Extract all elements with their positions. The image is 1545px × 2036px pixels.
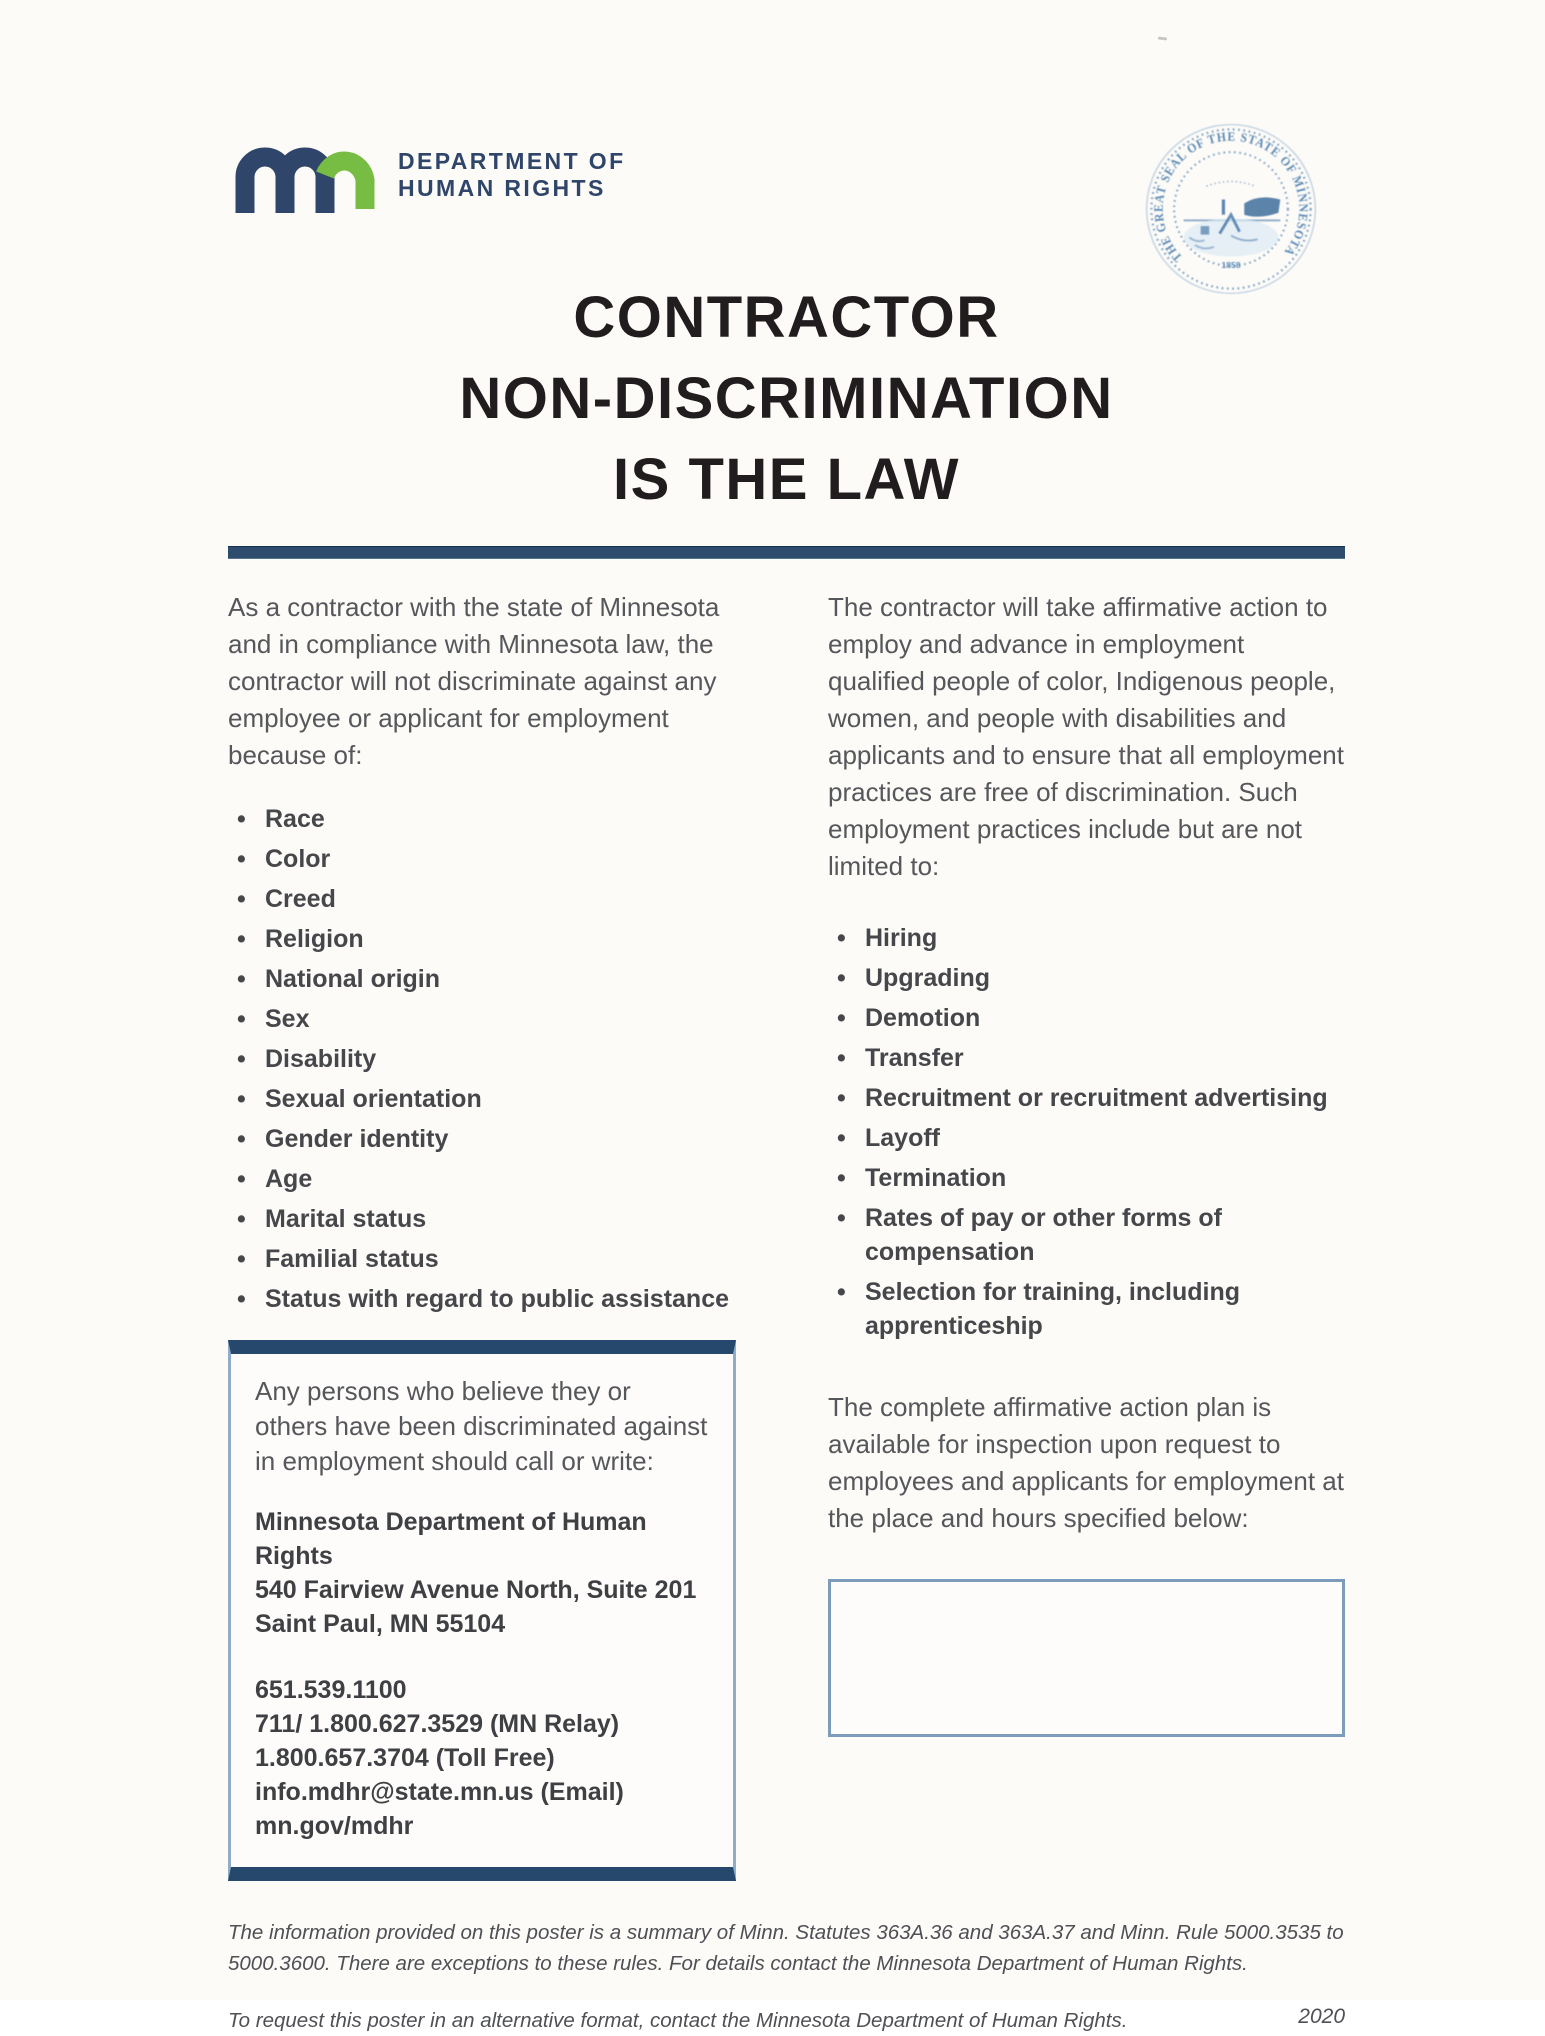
list-item: • National origin	[228, 962, 736, 996]
list-item: • Upgrading	[828, 961, 1345, 995]
list-item: • Religion	[228, 922, 736, 956]
header	[228, 129, 1345, 270]
content-columns	[228, 589, 1345, 1881]
list-item: • Disability	[228, 1042, 736, 1076]
list-item: • Color	[228, 842, 736, 876]
list-item: • Recruitment or recruitment advertising	[828, 1081, 1345, 1115]
list-item: • Sex	[228, 1002, 736, 1036]
title-line-3: IS THE LAW	[613, 447, 960, 512]
org-name: Minnesota Department of Human Rights	[255, 1508, 647, 1570]
scan-artifact	[1158, 37, 1167, 41]
right-column	[828, 589, 1345, 1881]
state-seal-icon	[1140, 118, 1322, 300]
protected-classes-list	[228, 802, 736, 1316]
list-item: • Creed	[228, 882, 736, 916]
list-item: • Transfer	[828, 1041, 1345, 1075]
place-and-hours-box	[828, 1579, 1345, 1737]
list-item: • Layoff	[828, 1121, 1345, 1155]
list-item: mn.gov/mdhr	[255, 1812, 414, 1840]
seal-ring-text: THE GREAT SEAL OF THE STATE OF MINNESOTA	[1151, 129, 1311, 265]
left-column	[228, 589, 736, 1881]
list-item: • Race	[228, 802, 736, 836]
list-item: • Familial status	[228, 1242, 736, 1276]
list-item: • Sexual orientation	[228, 1082, 736, 1116]
footer	[228, 1917, 1345, 2036]
list-item: • Hiring	[828, 921, 1345, 955]
logo-line1: DEPARTMENT OF	[398, 148, 626, 174]
title-line-2: NON-DISCRIMINATION	[459, 366, 1114, 431]
list-item: • Demotion	[828, 1001, 1345, 1035]
logo-line2: HUMAN RIGHTS	[398, 175, 606, 201]
footer-note-row	[228, 2005, 1345, 2036]
list-item: • Gender identity	[228, 1122, 736, 1156]
mn-logo-icon	[228, 135, 378, 215]
address-line1: 540 Fairview Avenue North, Suite 201	[255, 1576, 697, 1604]
footer-note-2: To request this poster in an alternative format, contact the Minnesota Department of Human Rights.	[228, 2009, 1128, 2032]
contact-box-intro: Any persons who believe they or others have been discriminated against in employment should call or write:	[255, 1376, 708, 1476]
list-item: • Rates of pay or other forms of compensation	[828, 1201, 1345, 1269]
list-item: • Status with regard to public assistance	[228, 1282, 736, 1316]
contact-box	[228, 1340, 736, 1881]
plan-paragraph: The complete affirmative action plan is available for inspection upon request to employees and applicants for employment at the place and hours specified below:	[828, 1392, 1344, 1533]
list-item: • Termination	[828, 1161, 1345, 1195]
seal-year: 1858	[1221, 259, 1241, 270]
list-item: • Selection for training, including apprenticeship	[828, 1275, 1345, 1343]
list-item: 1.800.657.3704 (Toll Free)	[255, 1744, 555, 1772]
contact-address	[255, 1505, 709, 1641]
contact-lines	[255, 1673, 709, 1843]
left-intro-paragraph: As a contractor with the state of Minnesota and in compliance with Minnesota law, the contractor will not discriminate against any employee or applicant for employment because of:	[228, 592, 720, 770]
list-item: 651.539.1100	[255, 1676, 407, 1704]
employment-practices-list	[828, 921, 1345, 1343]
footer-note-1: The information provided on this poster is a summary of Minn. Statutes 363A.36 and 363A.37 and Minn. Rule 5000.3535 to 5000.3600. There are exceptions to these rules. For details contact the Minnesota Department of Human Rights.	[228, 1921, 1344, 1975]
address-line2: Saint Paul, MN 55104	[255, 1610, 506, 1638]
poster-title	[228, 277, 1345, 520]
right-intro-paragraph: The contractor will take affirmative action to employ and advance in employment qualified people of color, Indigenous people, women, and people with disabilities and applicants and to ensure that all employment practices are free of discrimination. Such employment practices include but are not limited to:	[828, 592, 1344, 881]
logo-text	[398, 148, 626, 202]
list-item: • Marital status	[228, 1202, 736, 1236]
list-item: 711/ 1.800.627.3529 (MN Relay)	[255, 1710, 620, 1738]
title-line-1: CONTRACTOR	[573, 285, 1000, 350]
footer-year: 2020	[1298, 2005, 1345, 2028]
divider-rule	[228, 546, 1345, 559]
list-item: info.mdhr@state.mn.us (Email)	[255, 1778, 624, 1806]
list-item: • Age	[228, 1162, 736, 1196]
